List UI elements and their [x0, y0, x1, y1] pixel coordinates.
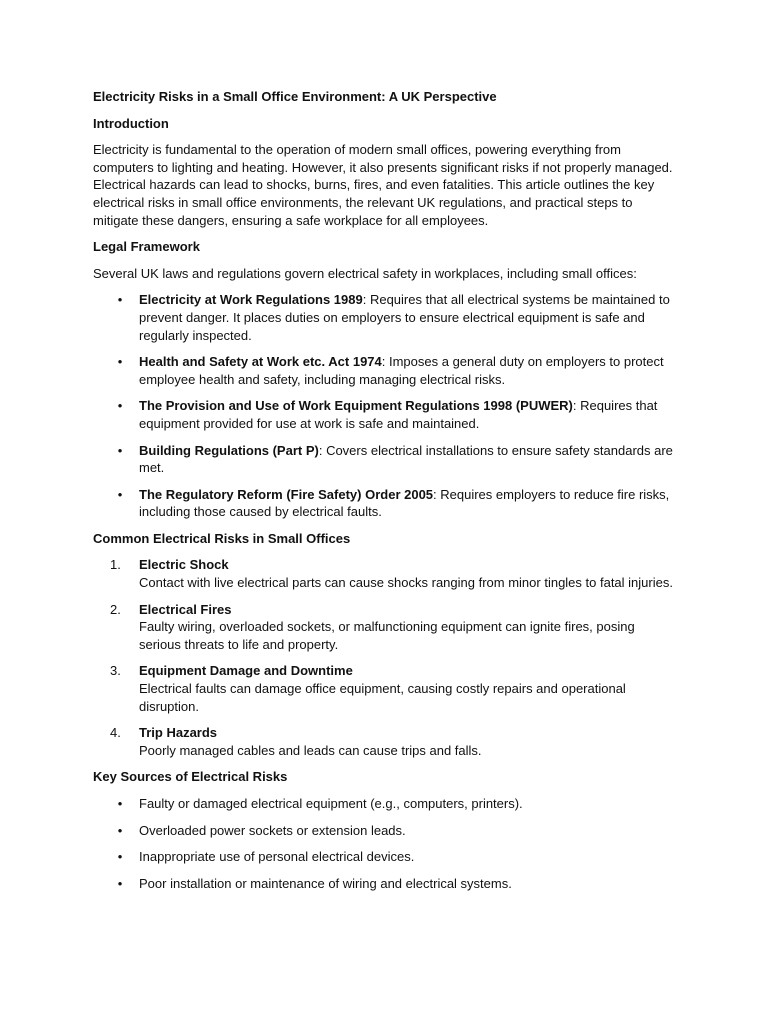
bullet-icon: • — [117, 822, 123, 838]
source-text: Faulty or damaged electrical equipment (e.g., computers, printers). — [139, 796, 523, 811]
legal-item — [93, 486, 678, 521]
list-number: 1. — [110, 557, 121, 573]
bullet-icon: • — [117, 354, 123, 370]
legal-item-name: The Regulatory Reform (Fire Safety) Order 2005 — [139, 486, 434, 502]
list-number: 4. — [110, 725, 121, 741]
sources-heading: Key Sources of Electrical Risks — [93, 769, 288, 785]
risk-item — [93, 724, 678, 759]
document-title: Electricity Risks in a Small Office Environment: A UK Perspective — [93, 89, 497, 104]
risk-description: Faulty wiring, overloaded sockets, or malfunctioning equipment can ignite fires, posing serious threats to life and property. — [139, 619, 635, 652]
source-item — [93, 822, 678, 840]
bullet-icon: • — [117, 849, 123, 865]
source-text: Overloaded power sockets or extension leads. — [139, 822, 406, 838]
legal-item-name: Health and Safety at Work etc. Act 1974 — [139, 354, 382, 370]
intro-heading: Introduction — [93, 115, 169, 131]
legal-item-text: : Requires employers to reduce fire risks, including those caused by electrical faults. — [139, 486, 670, 520]
legal-item-name: Electricity at Work Regulations 1989 — [139, 292, 363, 308]
source-item — [93, 875, 678, 893]
sources-list — [93, 795, 678, 892]
source-text: Poor installation or maintenance of wiring and electrical systems. — [139, 875, 512, 891]
risk-item — [93, 662, 678, 715]
document-body — [93, 88, 678, 901]
risks-list — [93, 556, 678, 759]
legal-list — [93, 291, 678, 521]
risk-title: Trip Hazards — [139, 725, 218, 741]
bullet-icon: • — [117, 292, 123, 308]
legal-item-text: : Imposes a general duty on employers to protect employee health and safety, including managing electrical risks. — [139, 354, 664, 387]
legal-heading: Legal Framework — [93, 239, 200, 255]
legal-item-text: : Covers electrical installations to ensure safety standards are met. — [139, 442, 673, 476]
risk-description: Electrical faults can damage office equipment, causing costly repairs and operational disruption. — [139, 681, 626, 714]
bullet-icon: • — [117, 486, 123, 502]
legal-item — [93, 397, 678, 432]
legal-item-text: : Requires that all electrical systems be maintained to prevent danger. It places duties on employers to ensure electrical equipment is safe and regularly inspected. — [139, 292, 670, 343]
legal-item — [93, 442, 678, 477]
legal-item-text: : Requires that equipment provided for use at work is safe and maintained. — [139, 398, 658, 431]
source-text: Inappropriate use of personal electrical devices. — [139, 849, 415, 865]
legal-item-name: Building Regulations (Part P) — [139, 442, 319, 458]
list-number: 2. — [110, 601, 121, 617]
risk-description: Contact with live electrical parts can cause shocks ranging from minor tingles to fatal injuries. — [139, 575, 673, 591]
legal-item — [93, 291, 678, 344]
bullet-icon: • — [117, 398, 123, 414]
legal-lead: Several UK laws and regulations govern electrical safety in workplaces, including small offices: — [93, 265, 637, 281]
risk-item — [93, 601, 678, 654]
source-item — [93, 848, 678, 866]
source-item — [93, 795, 678, 813]
legal-item — [93, 353, 678, 388]
intro-paragraph: Electricity is fundamental to the operation of modern small offices, powering everything from computers to lighting and heating. However, it also presents significant risks if not properly managed. Electrical hazards can lead to shocks, burns, fires, and even fatalities. This article outlines the key electrical risks in small office environments, the relevant UK regulations, and practical steps to mitigate these dangers, ensuring a safe workplace for all employees. — [93, 142, 673, 228]
risk-title: Electric Shock — [139, 557, 229, 573]
legal-item-name: The Provision and Use of Work Equipment Regulations 1998 (PUWER) — [139, 398, 573, 414]
bullet-icon: • — [117, 875, 123, 891]
list-number: 3. — [110, 663, 121, 679]
risk-title: Equipment Damage and Downtime — [139, 663, 353, 679]
bullet-icon: • — [117, 796, 123, 811]
risk-item — [93, 556, 678, 591]
bullet-icon: • — [117, 442, 123, 458]
risks-heading: Common Electrical Risks in Small Offices — [93, 530, 351, 546]
risk-title: Electrical Fires — [139, 601, 232, 617]
risk-description: Poorly managed cables and leads can cause trips and falls. — [139, 742, 482, 758]
